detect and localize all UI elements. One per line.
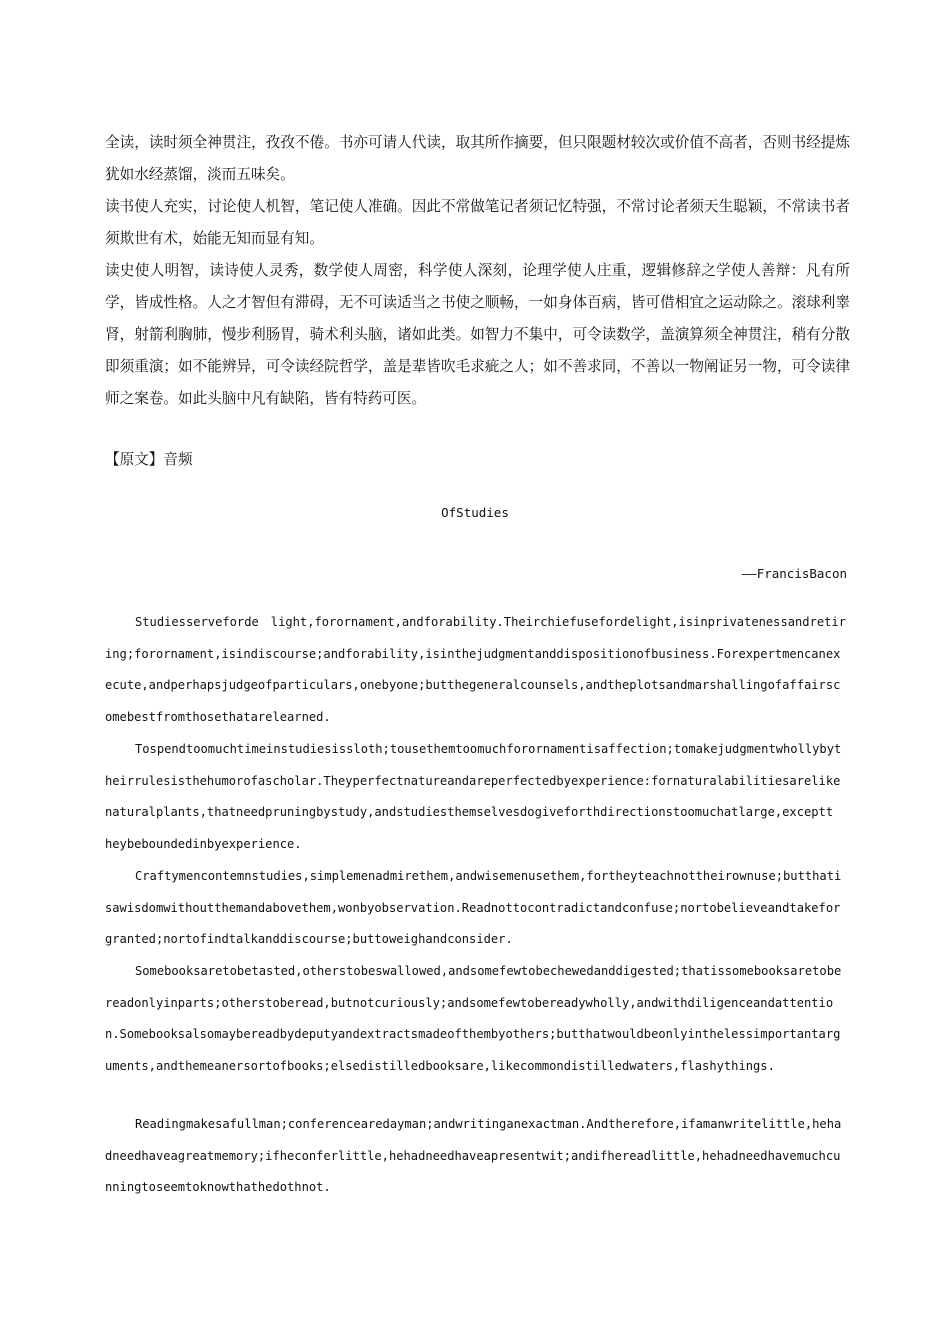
chinese-paragraph-1: 全读，读时须全神贯注，孜孜不倦。书亦可请人代读，取其所作摘要，但只限题材较次或价值不高者，否则书经提炼犹如水经蒸馏，淡而五味矣。 <box>105 134 850 183</box>
source-audio-label: 【原文】音频 <box>105 451 193 468</box>
essay-paragraph-4: Somebooksaretobetasted,otherstobeswallowed,andsomefewtobechewedanddigested;thatissomebooksaretobereadonlyinparts;otherstoberead,butnotcuriously;andsomefewtobereadywholly,andwithdiligenceandattention.Somebooksalsomaybereadbydeputyandextractsmadeofthembyothers;butthatwouldbeonlyinthelessimportantarguments,andthemeanersortofbooks;elsedistilledbooksare,likecommondistilledwaters,flashythings. <box>105 964 842 1073</box>
essay-title: OfStudies <box>441 505 509 520</box>
chinese-paragraph-2: 读书使人充实，讨论使人机智，笔记使人准确。因此不常做笔记者须记忆特强，不常讨论者须天生聪颖，不常读书者须欺世有术，始能无知而显有知。 <box>105 198 850 247</box>
chinese-paragraph-3: 读史使人明智，读诗使人灵秀，数学使人周密，科学使人深刻，论理学使人庄重，逻辑修辞之学使人善辩：凡有所学，皆成性格。人之才智但有滞碍，无不可读适当之书使之顺畅，一如身体百病，皆可借相宜之运动除之。滚球利睾肾，射箭利胸肺，慢步利肠胃，骑术利头脑，诸如此类。如智力不集中，可令读数学，盖演算须全神贯注，稍有分散即须重演；如不能辨异，可令读经院哲学，盖是辈皆吹毛求疵之人；如不善求同，不善以一物阐证另一物，可令读律师之案卷。如此头脑中凡有缺陷，皆有特药可医。 <box>105 262 850 407</box>
essay-author: ——FrancisBacon <box>741 566 847 581</box>
essay-paragraph-1: Studiesserveforde light,forornament,andforability.Theirchiefusefordelight,isinprivatenessandretiring;forornament,isindiscourse;andforability,isinthejudgmentanddispositionofbusiness.Forexpertmencanexecute,andperhapsjudgeofparticulars,onebyone;butthegeneralcounsels,andtheplotsandmarshallingofaffairscomebestfromthosethatarelearned. <box>105 615 846 724</box>
essay-paragraph-2: Tospendtoomuchtimeinstudiesissloth;tousethemtoomuchforornamentisaffection;tomakejudgmentwhollybytheirrulesisthehumorofascholar.Theyperfectnatureandareperfectedbyexperience:fornaturalabilitiesarelikenaturalplants,thatneedpruningbystudy,andstudiesthemselvesdogiveforthdirectionstoomuchatlarge,exceptt heybeboundedinbyexperience. <box>105 742 842 851</box>
essay-paragraph-5: Readingmakesafullman;conferencearedayman;andwritinganexactman.Andtherefore,ifamanwritelittle,hehadneedhaveagreatmemory;ifheconferlittle,hehadneedhaveapresentwit;andifhereadlittle,hehadneedhavemuchcunningtoseemtoknowthathedothnot. <box>105 1117 842 1195</box>
essay-paragraph-3: Craftymencontemnstudies,simplemenadmirethem,andwisemenusethem,fortheyteachnottheirownuse;butthatisawisdomwithoutthemandabovethem,wonbyobservation.Readnottocontradictandconfuse;nortobelieveandtakeforgranted;nortofindtalkanddiscourse;buttoweighandconsider. <box>105 869 842 947</box>
